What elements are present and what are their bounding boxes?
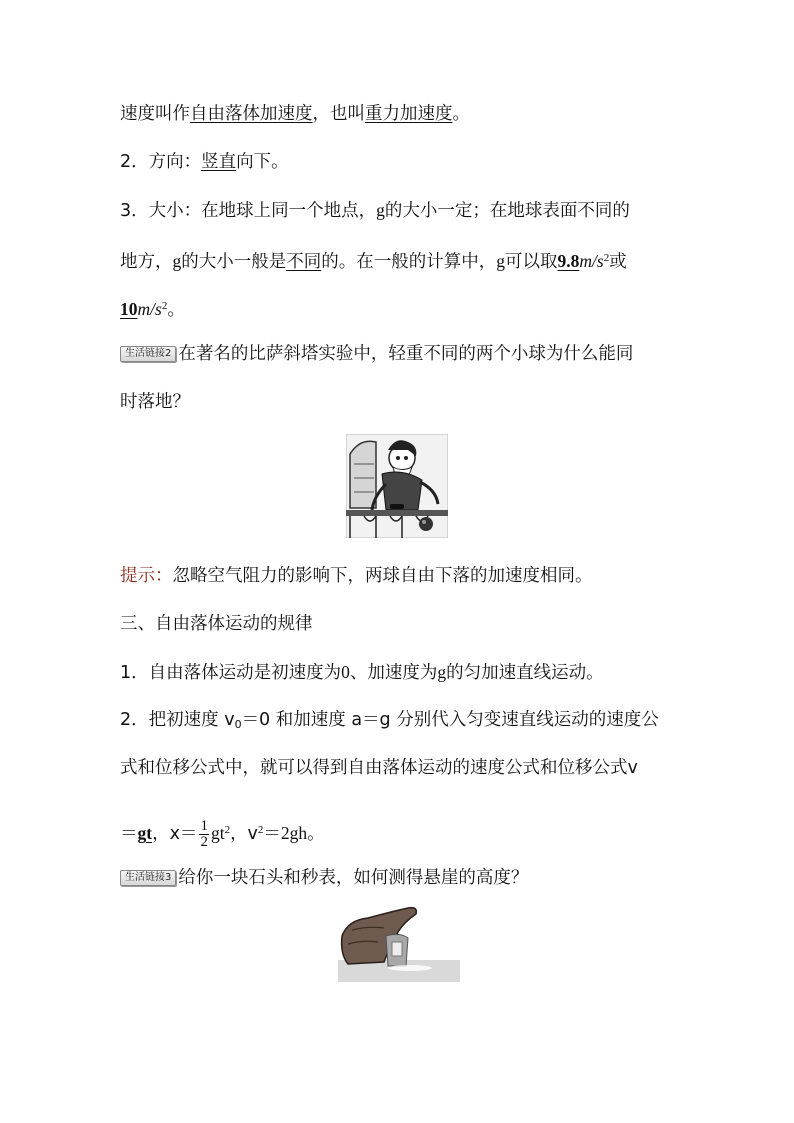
term-vertical: 竖直 [201, 152, 237, 172]
question-link-3: 生活链接3 给你一块石头和秒表，如何测得悬崖的高度？ [120, 867, 528, 889]
hint-line: 提示：忽略空气阻力的影响下，两球自由下落的加速度相同。 [120, 566, 593, 586]
formula-line: ＝gt，x＝ $\frac{1}{2}$ $gt^2$，$v^2=2gh$。 [120, 817, 325, 850]
paragraph-magnitude-1: 3．大小：在地球上同一个地点，g的大小一定；在地球表面不同的 [120, 200, 630, 221]
hint-label: 提示： [120, 566, 173, 586]
life-link-badge-2: 生活链接2 [120, 346, 176, 362]
term-free-fall-acceleration: 自由落体加速度 [190, 104, 313, 124]
term-different: 不同 [286, 252, 322, 272]
section-title-3: 三、自由落体运动的规律 [120, 614, 313, 634]
paragraph-magnitude-2: 地方，g的大小一般是不同的。在一般的计算中，g可以取$9.8m/s^2$或 [120, 251, 627, 272]
value-9-8: 9.8 [557, 251, 580, 271]
cliff-rock-image [338, 906, 460, 982]
paragraph-magnitude-3: $10m/s^2$。 [120, 299, 185, 320]
value-10: 10 [120, 299, 138, 319]
question-link-2-cont: 时落地？ [120, 392, 190, 412]
formula-velocity: gt [137, 823, 153, 843]
pisa-tower-cartoon-image [346, 434, 448, 538]
paragraph-line-1: 速度叫作自由落体加速度，也叫重力加速度。 [120, 104, 470, 124]
rule-1: 1．自由落体运动是初速度为0、加速度为g的匀加速直线运动。 [120, 662, 604, 683]
rule-2-cont: 式和位移公式中，就可以得到自由落体运动的速度公式和位移公式v [120, 758, 638, 778]
question-link-2: 生活链接2 在著名的比萨斜塔实验中，轻重不同的两个小球为什么能同 [120, 343, 633, 365]
life-link-badge-3: 生活链接3 [120, 870, 176, 886]
rule-2: 2．把初速度 $v_0=0$ 和加速度 a＝g 分别代入匀变速直线运动的速度公 [120, 710, 659, 731]
paragraph-direction: 2．方向：竖直向下。 [120, 152, 289, 172]
term-gravity-acceleration: 重力加速度 [365, 104, 453, 124]
fraction-one-half: $\frac{1}{2}$ [200, 817, 208, 850]
